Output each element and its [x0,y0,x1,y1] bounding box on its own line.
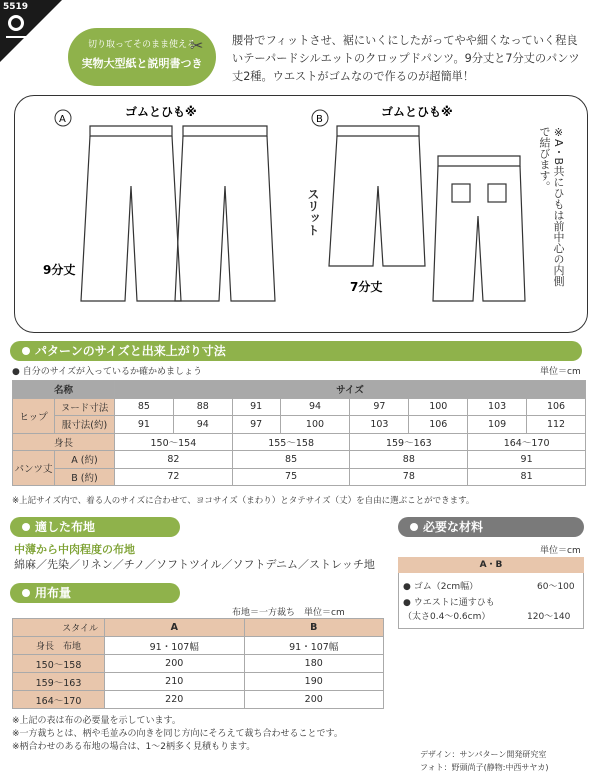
a-length-cell: 82 [115,451,233,469]
gomu-label-b: ゴムとひも※ [381,105,453,119]
pattern-number: 5519 [3,2,29,12]
height-label: 身長 [13,433,115,451]
a-length-cell: 85 [232,451,350,469]
materials-section-title: 必要な材料 [398,517,584,537]
length-b-label: 7分丈 [350,280,383,294]
material-cord-label: ● ウエストに通すひも [403,598,495,608]
back-pocket-left [452,184,470,202]
usage-a: 210 [105,673,245,691]
width-a: 91・107幅 [105,637,245,655]
nude-cell: 94 [280,398,350,416]
bullet-icon [22,523,30,531]
height-cell: 150〜154 [115,433,233,451]
photo-credit: フォト：野頭尚子(静物:中西サヤカ) [420,763,549,772]
b-length-cell: 75 [232,468,350,486]
bullet-icon [22,347,30,355]
brand-logo-underline [6,36,28,38]
promo-small-text: 切り取ってそのまま使える [87,40,196,50]
a-length-cell: 91 [468,451,586,469]
illustration-panel [14,95,588,333]
usage-b: 200 [244,691,384,709]
materials-unit: 単位＝cm [540,546,581,556]
col-b-header: B [244,619,384,637]
pants-b-back-body [433,166,525,301]
size-footnote: ※上記サイズ内で、着る人のサイズに合わせて、ヨコサイズ（まわり）とタテサイズ（丈）を自由に選ぶことができます。 [12,496,475,506]
nude-cell: 100 [409,398,468,416]
nude-label: ヌード寸法 [55,398,115,416]
material-cord-value: 120〜140 [527,612,571,622]
label-a: A [59,114,66,125]
height-cell: 155〜158 [232,433,350,451]
nude-cell: 91 [232,398,280,416]
nude-cell: 97 [350,398,409,416]
usage-b: 190 [244,673,384,691]
usage-a: 200 [105,655,245,673]
length-a-label: 9分丈 [43,263,76,277]
nude-cell: 106 [527,398,586,416]
brand-logo-icon [8,15,24,31]
scissors-icon: ✂ [190,36,204,55]
height-cell: 159〜163 [350,433,468,451]
garment-cell: 109 [468,416,527,434]
nude-cell: 103 [468,398,527,416]
b-length-cell: 81 [468,468,586,486]
pattern-description: 腰骨でフィットさせ、裾にいくにしたがってやや細くなっていく程良いテーパードシルエットのクロップドパンツ。9分丈と7分丈のパンツ丈2種。ウエストがゴムなので作るのが超簡単！ [232,34,580,83]
usage-height: 164〜170 [13,691,105,709]
nude-cell: 88 [173,398,232,416]
gomu-label-a: ゴムとひも※ [125,105,197,119]
usage-table [12,618,384,709]
garment-label: 服寸法(約) [55,416,115,434]
height-cell: 164〜170 [468,433,586,451]
materials-header: A・B [398,557,584,573]
garment-cell: 97 [232,416,280,434]
b-length-cell: 72 [115,468,233,486]
usage-note: ※一方裁ちとは、柄や毛並みの向きを同じ方向にそろえて裁ち合わせることです。 [12,729,343,739]
pants-length-label: パンツ丈 [13,451,55,486]
material-elastic-value: 60〜100 [537,582,575,592]
hip-label: ヒップ [13,398,55,433]
label-b: B [316,114,323,125]
fabric-height-label: 身長 布地 [13,637,105,655]
fabric-subtitle: 中薄から中肉程度の布地 [14,543,135,556]
style-label: スタイル [13,619,105,637]
promo-main-text: 実物大型紙と説明書つき [81,57,203,70]
back-pocket-right [488,184,506,202]
size-table [12,380,586,486]
usage-note: ※上記の表は布の必要量を示しています。 [12,716,181,726]
pants-a-back-waistband [183,126,267,136]
usage-height: 150〜158 [13,655,105,673]
a-length-label: A (約) [55,451,115,469]
pants-a-front-waistband [90,126,172,136]
fabric-list: 綿麻／先染／リネン／チノ／ソフトツイル／ソフトデニム／ストレッチ地 [14,558,375,571]
material-cord-sub: （太さ0.4〜0.6cm） [403,612,491,622]
materials-box [398,573,584,629]
pants-a-back-body [175,136,275,301]
garment-cell: 103 [350,416,409,434]
width-b: 91・107幅 [244,637,384,655]
pants-b-back-waistband [438,156,520,166]
garment-cell: 100 [280,416,350,434]
header-name: 名称 [13,381,115,399]
material-elastic-label: ● ゴム（2cm幅） [403,582,479,592]
b-length-label: B (約) [55,468,115,486]
garment-cell: 106 [409,416,468,434]
garment-cell: 91 [115,416,174,434]
size-section-title: パターンのサイズと出来上がり寸法 [10,341,582,361]
bullet-icon [22,589,30,597]
pants-a-front-body [81,136,181,301]
usage-a: 220 [105,691,245,709]
b-length-cell: 78 [350,468,468,486]
slit-label: スリット [306,188,320,236]
size-hint: ● 自分のサイズが入っているか確かめましょう [12,367,202,377]
usage-section-title: 用布量 [10,583,180,603]
size-unit: 単位＝cm [540,367,581,377]
pants-b-front-body [329,136,425,266]
pants-illustration [15,96,589,334]
fabric-section-title: 適した布地 [10,517,180,537]
usage-height: 159〜163 [13,673,105,691]
a-length-cell: 88 [350,451,468,469]
tie-note: ※A・B共にひもは前中心の内側で結びます。 [538,126,565,287]
usage-note: ※柄合わせのある布地の場合は、1〜2柄多く見積もります。 [12,742,256,752]
pants-b-front-waistband [337,126,419,136]
bullet-icon [410,523,418,531]
header-size: サイズ [115,381,586,399]
usage-b: 180 [244,655,384,673]
design-credit: デザイン：サンパターン開発研究室 [420,750,547,759]
col-a-header: A [105,619,245,637]
usage-meta: 布地＝一方裁ち 単位＝cm [232,608,345,618]
nude-cell: 85 [115,398,174,416]
garment-cell: 94 [173,416,232,434]
garment-cell: 112 [527,416,586,434]
